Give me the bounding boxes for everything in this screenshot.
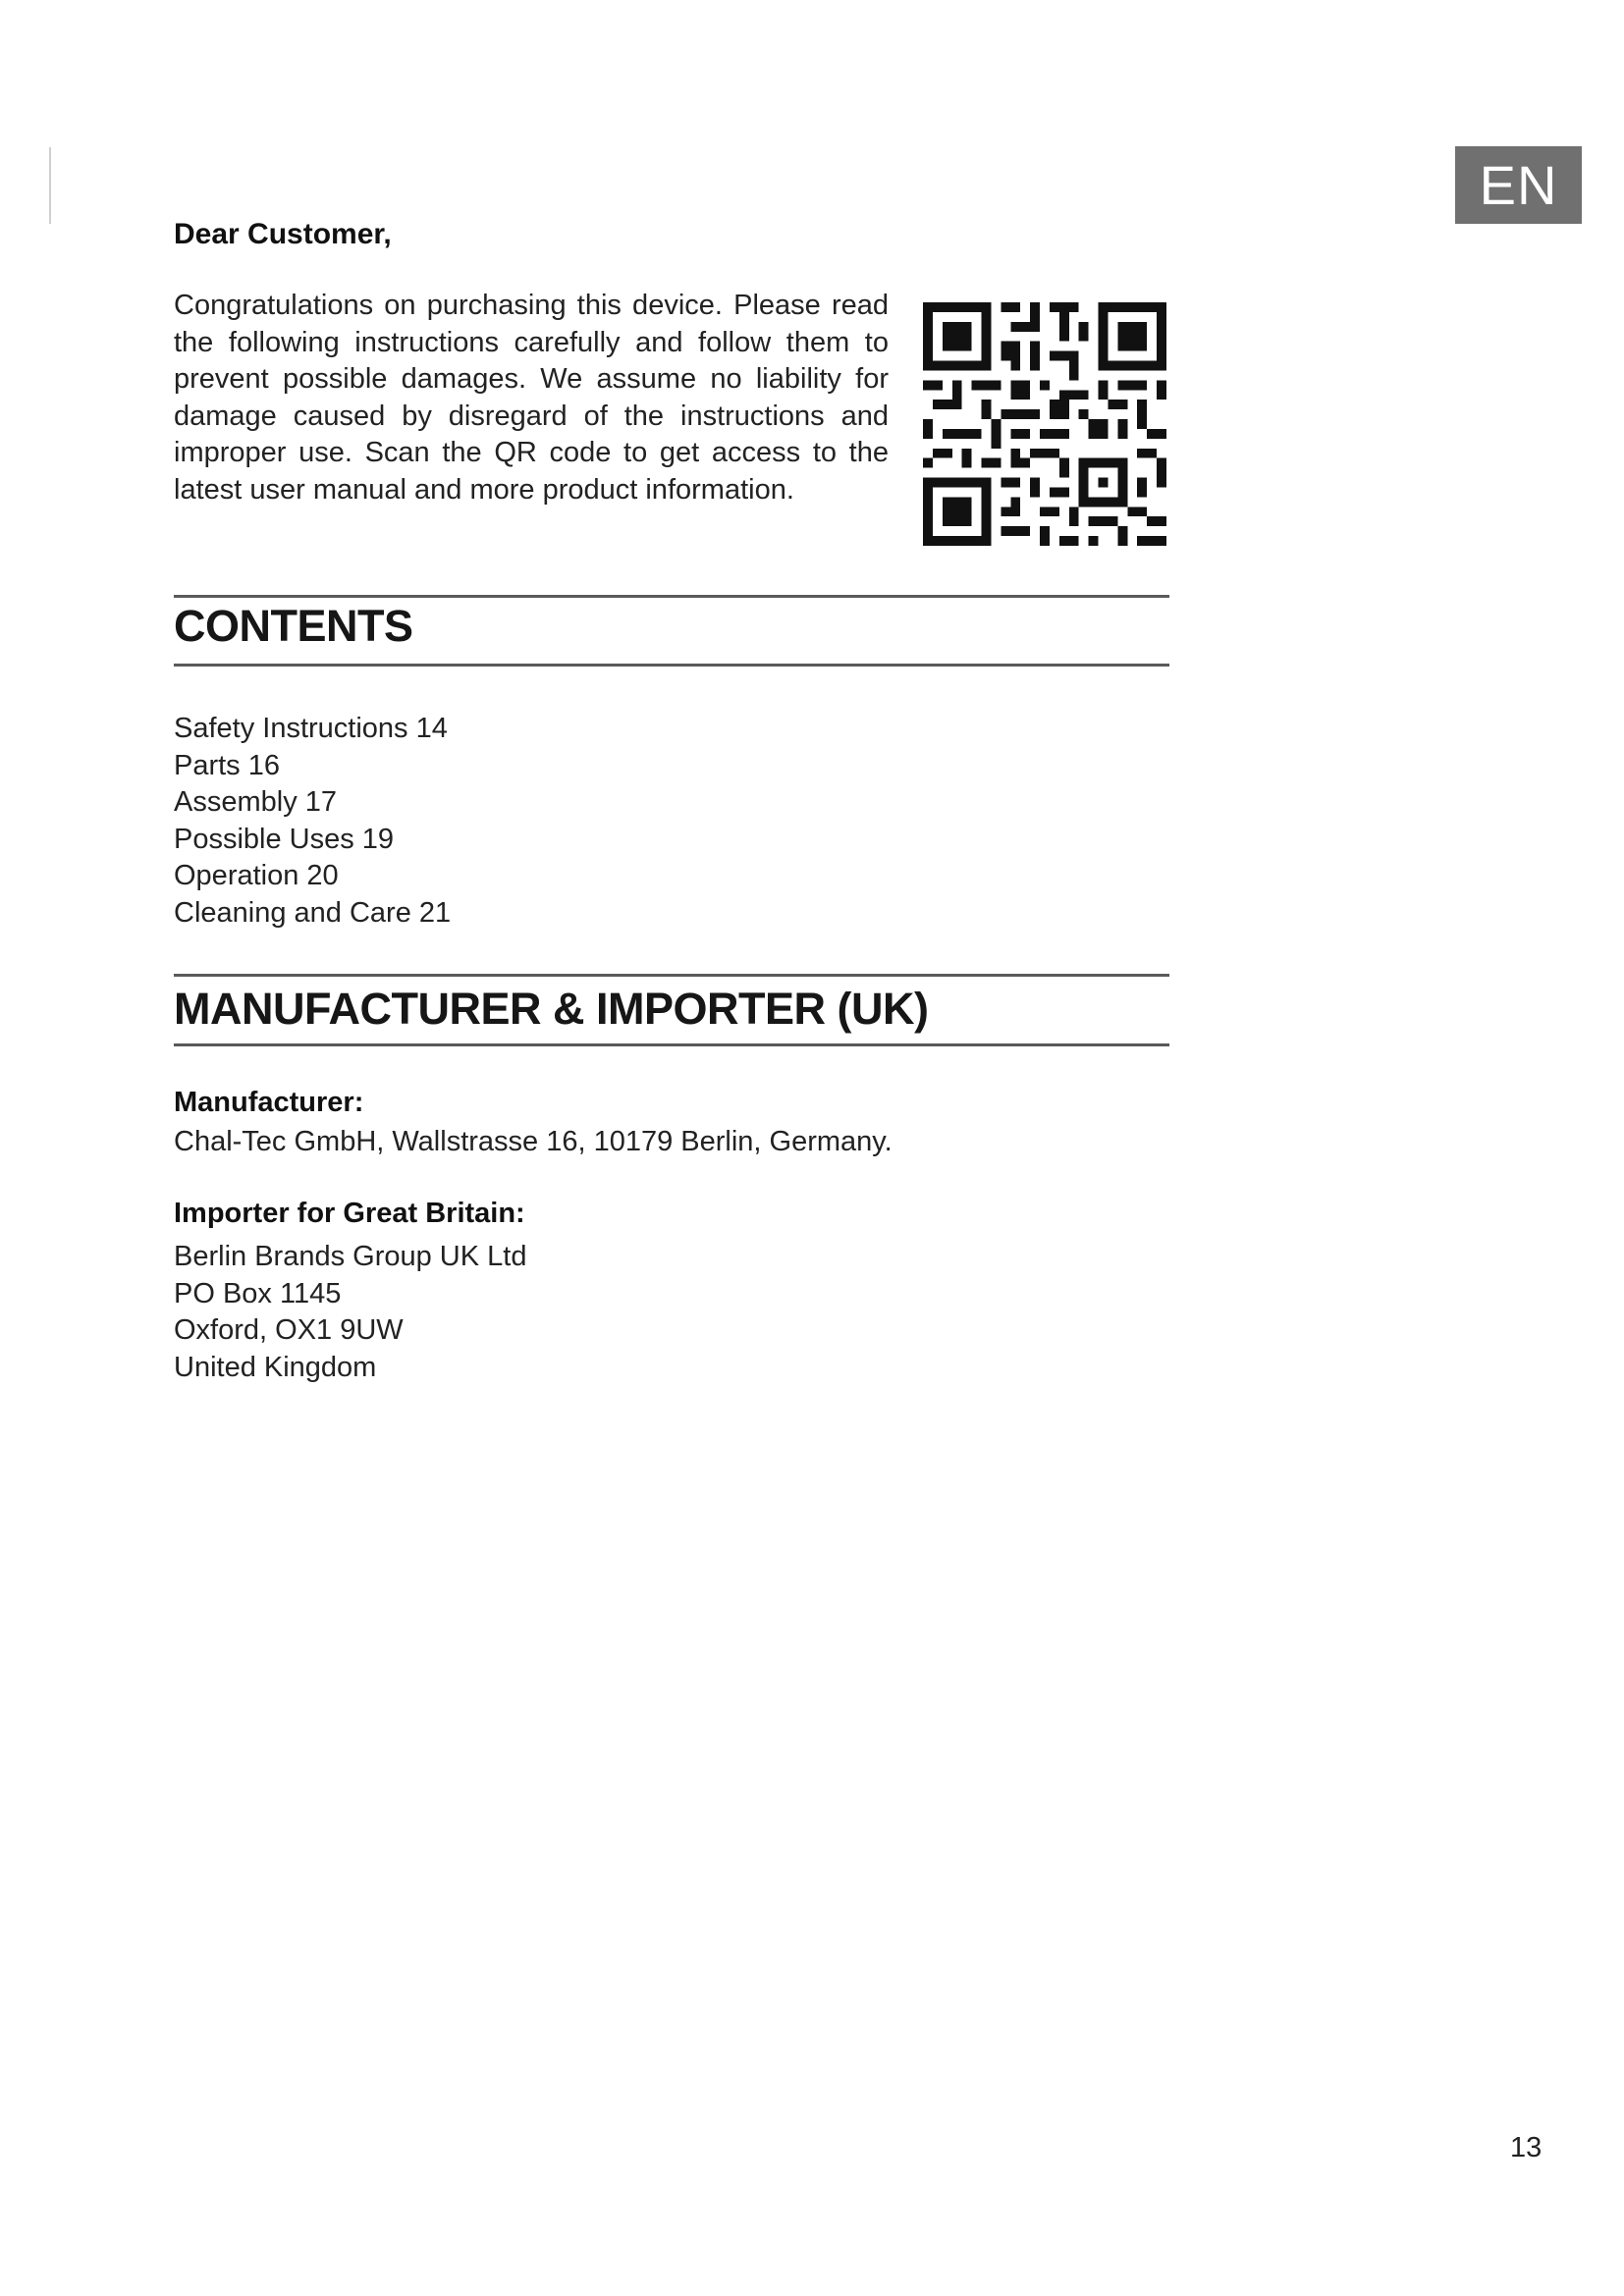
importer-address-line: Berlin Brands Group UK Ltd — [174, 1241, 527, 1272]
manufacturer-address: Chal-Tec GmbH, Wallstrasse 16, 10179 Berlin, Germany. — [174, 1126, 893, 1157]
manufacturer-section-title: MANUFACTURER & IMPORTER (UK) — [174, 984, 929, 1034]
contents-top-rule — [174, 595, 1169, 598]
contents-item: Assembly 17 — [174, 786, 338, 818]
language-badge: EN — [1455, 146, 1582, 224]
contents-item: Possible Uses 19 — [174, 823, 395, 855]
contents-item: Cleaning and Care 21 — [174, 896, 452, 929]
importer-address-line: United Kingdom — [174, 1351, 377, 1383]
page-number: 13 — [1510, 2132, 1543, 2163]
contents-item: Operation 20 — [174, 860, 339, 891]
margin-marker — [49, 147, 51, 224]
importer-address — [174, 1239, 526, 1386]
manufacturer-label: Manufacturer: — [174, 1087, 364, 1118]
manufacturer-top-rule — [174, 974, 1169, 977]
contents-title: CONTENTS — [174, 601, 413, 651]
manufacturer-bottom-rule — [174, 1043, 1169, 1046]
contents-item: Parts 16 — [174, 749, 280, 781]
contents-bottom-rule — [174, 664, 1169, 667]
importer-address-line: Oxford, OX1 9UW — [174, 1314, 404, 1346]
contents-list — [174, 711, 451, 932]
intro-paragraph: Congratulations on purchasing this device. Please read the following instructions carefully and follow them to prevent possible damages. We assume no liability for damage caused by disregard of the instructions and improper use. Scan the QR code to get access to the latest user manual and more product information. — [174, 290, 889, 506]
importer-address-line: PO Box 1145 — [174, 1277, 342, 1309]
qr-code-icon — [923, 302, 1166, 546]
contents-item: Safety Instructions 14 — [174, 713, 448, 744]
greeting: Dear Customer, — [174, 218, 392, 250]
importer-label: Importer for Great Britain: — [174, 1198, 525, 1229]
